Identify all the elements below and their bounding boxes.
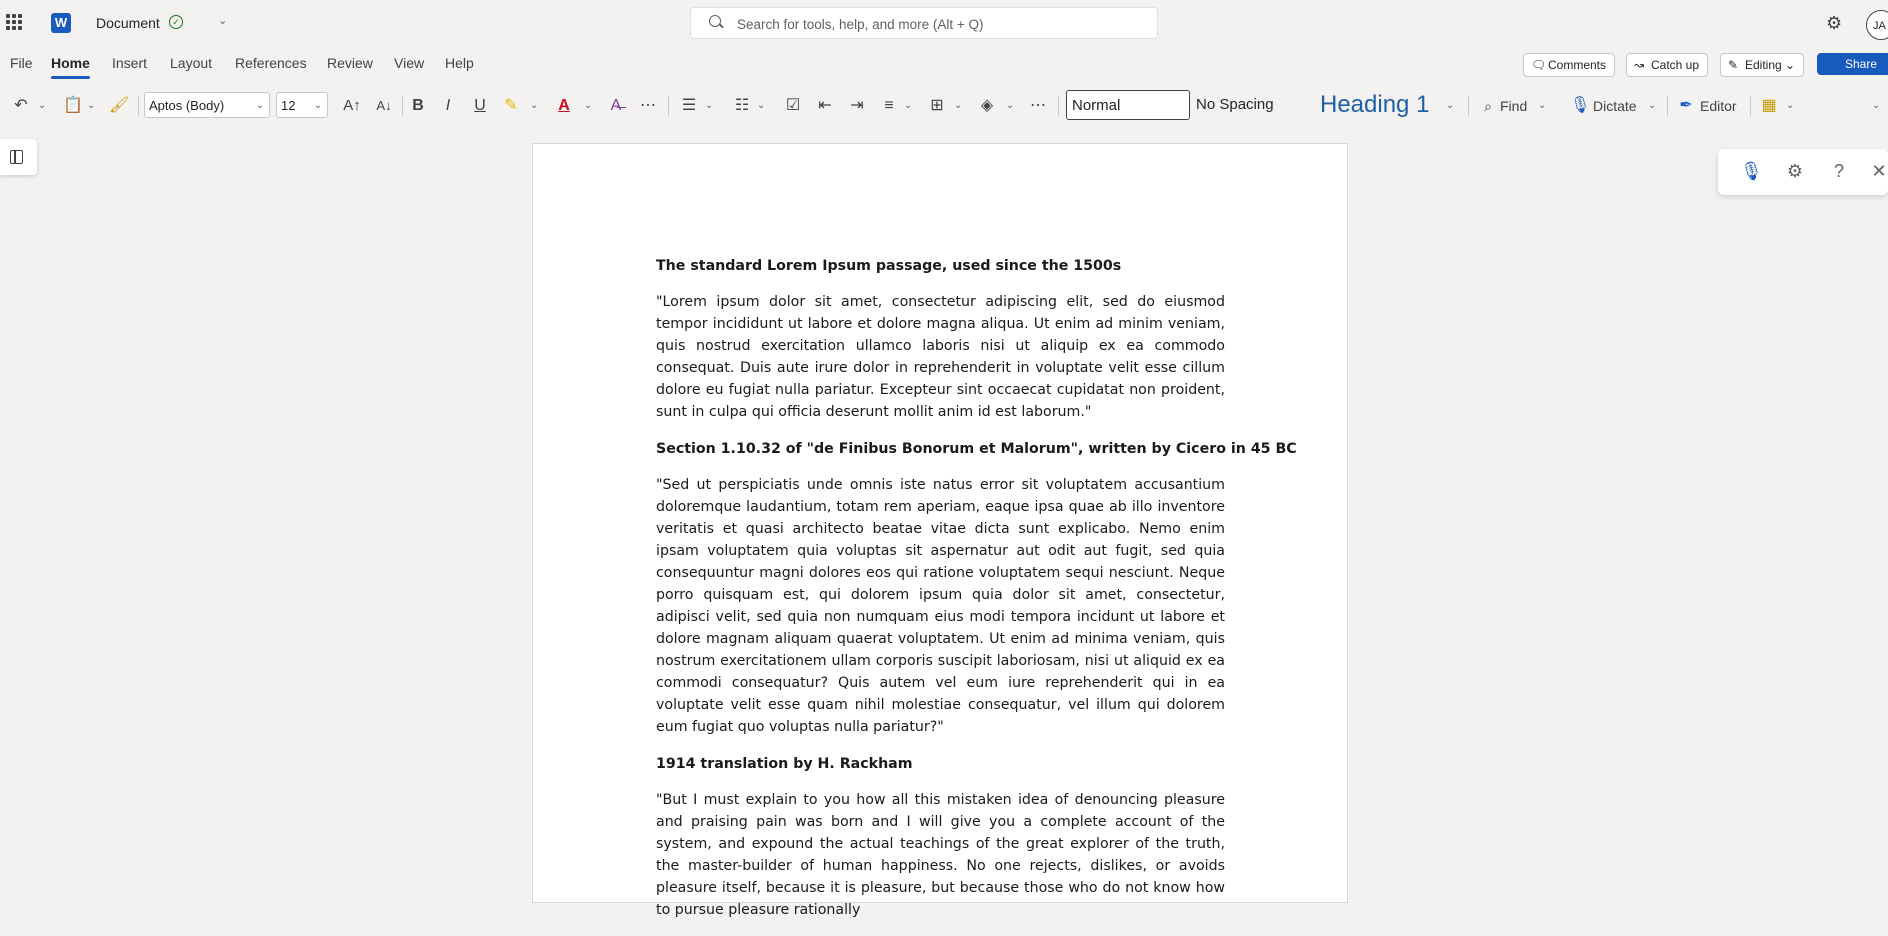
app-launcher-icon[interactable]: [6, 14, 22, 30]
title-menu-chevron-icon[interactable]: ⌄: [218, 15, 228, 27]
undo-menu-chevron-icon[interactable]: ⌄: [38, 100, 47, 111]
add-ins-icon[interactable]: ▦: [1761, 97, 1777, 114]
find-menu-chevron-icon[interactable]: ⌄: [1538, 100, 1547, 111]
format-painter-icon[interactable]: 🖌: [109, 97, 130, 114]
align-icon[interactable]: ≡: [884, 97, 894, 114]
tab-references[interactable]: References: [235, 55, 307, 71]
bullets-menu-chevron-icon[interactable]: ⌄: [705, 100, 714, 111]
toolbar-divider: [1667, 96, 1668, 116]
pencil-icon: ✎: [1728, 58, 1739, 72]
chevron-down-icon: ⌄: [313, 100, 322, 111]
navigation-pane-button[interactable]: [0, 139, 37, 175]
document-paragraph: "Lorem ipsum dolor sit amet, consectetur adipiscing elit, sed do eiusmod tempor incididunt ut labore et dolore magna aliqua. Ut enim ad minim veniam, quis nostrud exercitation ullamco laboris nisi ut aliquip ex ea commodo consequat. Duis aute irure dolor in reprehenderit in voluptate velit esse cillum dolore eu fugiat nulla pariatur. Excepteur sint occaecat cupidatat non proident, sunt in culpa qui officia deserunt mollit anim id est laborum.": [656, 294, 1225, 420]
decrease-indent-icon[interactable]: ⇤: [818, 97, 832, 114]
document-body[interactable]: [656, 255, 1297, 936]
toolbar-divider: [402, 96, 403, 116]
toolbar-divider: [1058, 96, 1059, 116]
toolbar-divider: [1750, 96, 1751, 116]
shrink-font-icon[interactable]: A↓: [376, 98, 392, 113]
dictate-label[interactable]: Dictate: [1593, 98, 1637, 114]
borders-icon[interactable]: ⊞: [930, 97, 944, 114]
microphone-icon[interactable]: 🎙: [1570, 97, 1591, 114]
title-bar: [0, 0, 1888, 48]
shading-menu-chevron-icon[interactable]: ⌄: [1006, 100, 1015, 111]
styles-gallery-chevron-icon[interactable]: ⌄: [1446, 100, 1455, 111]
align-menu-chevron-icon[interactable]: ⌄: [904, 100, 913, 111]
font-color-icon[interactable]: A: [558, 97, 570, 114]
toolbar-divider: [138, 96, 139, 116]
style-normal[interactable]: Normal: [1066, 90, 1190, 120]
dictation-microphone-icon[interactable]: 🎙: [1740, 161, 1763, 181]
toolbar-divider: [668, 96, 669, 116]
chevron-down-icon: ⌄: [255, 100, 264, 111]
tab-insert[interactable]: Insert: [112, 55, 148, 71]
tab-file[interactable]: File: [10, 55, 33, 71]
catch-up-button[interactable]: ↝ Catch up: [1626, 53, 1708, 77]
highlight-menu-chevron-icon[interactable]: ⌄: [530, 100, 539, 111]
share-button[interactable]: Share: [1817, 53, 1888, 75]
numbering-icon[interactable]: ☷: [734, 97, 750, 114]
shading-icon[interactable]: ◈: [980, 97, 994, 114]
settings-gear-icon[interactable]: ⚙: [1826, 13, 1843, 33]
bold-icon[interactable]: B: [412, 97, 424, 114]
document-page[interactable]: [532, 143, 1348, 918]
avatar[interactable]: JA: [1866, 10, 1888, 40]
editing-mode-button[interactable]: ✎ Editing ⌄: [1720, 53, 1804, 77]
increase-indent-icon[interactable]: ⇥: [850, 97, 864, 114]
expand-ribbon-chevron-icon[interactable]: ⌄: [1872, 100, 1881, 111]
tab-help[interactable]: Help: [445, 55, 474, 71]
italic-icon[interactable]: I: [445, 97, 451, 114]
ribbon-tabs: [0, 48, 1888, 80]
highlight-color-icon[interactable]: ✎: [504, 97, 518, 114]
document-heading: 1914 translation by H. Rackham: [656, 756, 913, 772]
checklist-icon[interactable]: ☑: [785, 97, 801, 114]
tab-view[interactable]: View: [394, 55, 425, 71]
numbering-menu-chevron-icon[interactable]: ⌄: [757, 100, 766, 111]
toolbar-divider: [1468, 96, 1469, 116]
tab-home[interactable]: Home: [51, 55, 90, 71]
paste-icon[interactable]: 📋: [63, 97, 83, 114]
dictation-settings-gear-icon[interactable]: ⚙: [1786, 161, 1804, 181]
dictate-menu-chevron-icon[interactable]: ⌄: [1648, 100, 1657, 111]
more-paragraph-options-icon[interactable]: ⋯: [1030, 97, 1046, 114]
dictation-toolbar: [1718, 149, 1888, 195]
comments-button[interactable]: 🗨 Comments: [1523, 53, 1615, 77]
undo-icon[interactable]: ↶: [14, 97, 28, 114]
paste-menu-chevron-icon[interactable]: ⌄: [87, 100, 96, 111]
word-logo-icon: W: [51, 13, 71, 33]
document-heading: Section 1.10.32 of "de Finibus Bonorum et Malorum", written by Cicero in 45 BC: [656, 441, 1297, 457]
tab-review[interactable]: Review: [327, 55, 373, 71]
search-input[interactable]: [735, 13, 1139, 35]
underline-icon[interactable]: U: [474, 97, 486, 114]
bullets-icon[interactable]: ☰: [681, 97, 697, 114]
editor-pen-icon[interactable]: ✒: [1679, 97, 1693, 114]
document-title[interactable]: Document: [96, 15, 160, 31]
tab-layout[interactable]: Layout: [170, 55, 213, 71]
navigation-pane-icon: [10, 150, 23, 164]
style-no-spacing[interactable]: No Spacing: [1196, 96, 1274, 113]
style-heading-1[interactable]: Heading 1: [1320, 91, 1430, 118]
font-color-menu-chevron-icon[interactable]: ⌄: [584, 100, 593, 111]
document-paragraph: "But I must explain to you how all this mistaken idea of denouncing pleasure and praising pain was born and I will give you a complete account of the system, and expound the actual teachings of the great explorer of the truth, the master-builder of human happiness. No one rejects, dislikes, or avoids pleasure itself, because it is pleasure, but because those who do not know how to pursue pleasure rationally: [656, 792, 1225, 918]
editor-label[interactable]: Editor: [1700, 98, 1737, 114]
search-icon: [709, 15, 721, 27]
find-label[interactable]: Find: [1500, 98, 1528, 114]
font-name-select[interactable]: Aptos (Body) ⌄: [144, 92, 270, 118]
font-size-select[interactable]: 12 ⌄: [276, 92, 328, 118]
cloud-saved-icon: ✓: [169, 15, 183, 29]
search-box[interactable]: [690, 7, 1158, 39]
document-paragraph: "Sed ut perspiciatis unde omnis iste natus error sit voluptatem accusantium doloremque laudantium, totam rem aperiam, eaque ipsa quae ab illo inventore veritatis et quasi architecto beatae vitae dicta sunt explicabo. Nemo enim ipsam voluptatem quia voluptas sit aspernatur aut odit aut fugit, sed quia consequuntur magni dolores eos qui ratione voluptatem sequi nesciunt. Neque porro quisquam est, qui dolorem ipsum quia dolor sit amet, consectetur, adipisci velit, sed quia non numquam eius modi tempora incidunt ut labore et dolore magnam aliquam quaerat voluptatem. Ut enim ad minima veniam, quis nostrum exercitationem ullam corporis suscipit laboriosam, nisi ut aliquid ex ea commodi consequatur? Quis autem vel eum iure reprehenderit qui in ea voluptate velit esse quam nihil molestiae consequatur, vel illum qui dolorem eum fugiat quo voluptas nulla pariatur?": [656, 477, 1225, 735]
add-ins-menu-chevron-icon[interactable]: ⌄: [1786, 100, 1795, 111]
comment-icon: 🗨: [1531, 58, 1547, 72]
document-heading: The standard Lorem Ipsum passage, used since the 1500s: [656, 258, 1122, 274]
find-icon[interactable]: ⌕: [1484, 98, 1492, 114]
more-font-options-icon[interactable]: ⋯: [640, 97, 656, 114]
dictation-help-icon[interactable]: ?: [1833, 161, 1844, 181]
grow-font-icon[interactable]: A↑: [343, 97, 361, 114]
home-toolbar: [0, 86, 1888, 126]
dictation-close-icon[interactable]: ✕: [1871, 161, 1887, 181]
clear-formatting-icon[interactable]: A̶: [610, 97, 622, 114]
catch-up-icon: ↝: [1634, 58, 1645, 72]
borders-menu-chevron-icon[interactable]: ⌄: [954, 100, 963, 111]
